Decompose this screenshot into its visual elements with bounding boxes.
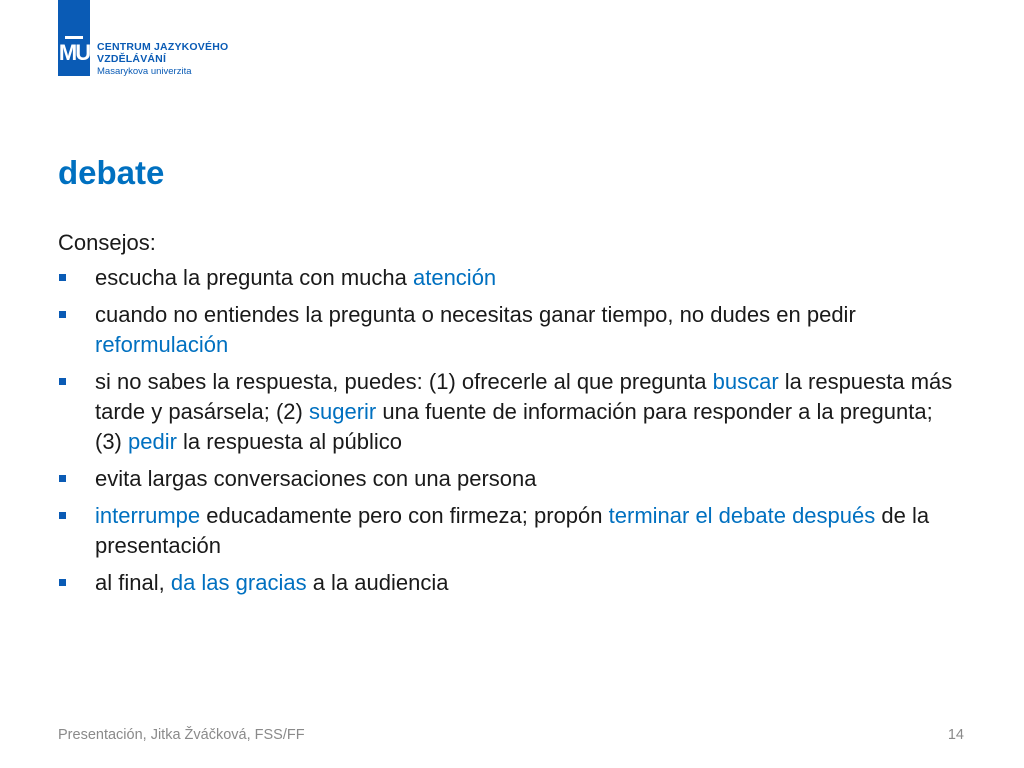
bullet-item (58, 263, 958, 293)
bullet-text: una fuente de información para responder a la pregunta; (3) (95, 399, 933, 454)
highlighted-text: da las gracias (170, 570, 307, 595)
bullet-text: la respuesta más tarde y pasársela; (2) (95, 369, 953, 424)
mu-logo-icon: MU (58, 36, 90, 64)
bullet-item (58, 367, 958, 457)
bullet-list (58, 263, 958, 598)
highlighted-text: sugerir (308, 399, 377, 424)
bullet-text: cuando no entiendes la pregunta o necesitas ganar tiempo, no dudes en pedir (95, 302, 856, 327)
bullet-text: la respuesta al público (176, 429, 402, 454)
square-bullet-icon (59, 512, 66, 519)
highlighted-text: atención (412, 265, 497, 290)
square-bullet-icon (59, 311, 66, 318)
slide-title: debate (58, 154, 165, 191)
university-logo-block (58, 0, 90, 76)
square-bullet-icon (59, 579, 66, 586)
footer-presentation-info: Presentación, Jitka Žváčková, FSS/FF (58, 727, 305, 743)
bullet-item (58, 501, 958, 561)
page-number: 14 (947, 727, 964, 743)
bullet-text: educadamente pero con firmeza; propón (200, 503, 609, 528)
bullet-item (58, 300, 958, 360)
bullet-text: escucha la pregunta con mucha (95, 265, 413, 290)
bullet-item (58, 568, 958, 598)
bullet-text: a la audiencia (306, 570, 449, 595)
slide-content (58, 228, 958, 605)
highlighted-text: terminar el debate después (608, 503, 876, 528)
square-bullet-icon (59, 475, 66, 482)
highlighted-text: reformulación (95, 332, 229, 357)
square-bullet-icon (59, 274, 66, 281)
square-bullet-icon (59, 378, 66, 385)
institution-name-line2: VZDĚLÁVÁNÍ (97, 53, 167, 65)
institution-name-line1: CENTRUM JAZYKOVÉHO (97, 41, 229, 53)
institution-name (97, 41, 228, 78)
bullet-text: si no sabes la respuesta, puedes: (1) ofrecerle al que pregunta (95, 369, 713, 394)
highlighted-text: pedir (128, 429, 177, 454)
bullet-item (58, 464, 958, 494)
bullet-text: al final, (95, 570, 171, 595)
highlighted-text: interrumpe (95, 503, 201, 528)
intro-text: Consejos: (58, 230, 156, 255)
bullet-text: evita largas conversaciones con una persona (95, 466, 537, 491)
university-name: Masarykova univerzita (97, 66, 192, 77)
highlighted-text: buscar (712, 369, 779, 394)
bullet-text: de la presentación (95, 503, 930, 558)
